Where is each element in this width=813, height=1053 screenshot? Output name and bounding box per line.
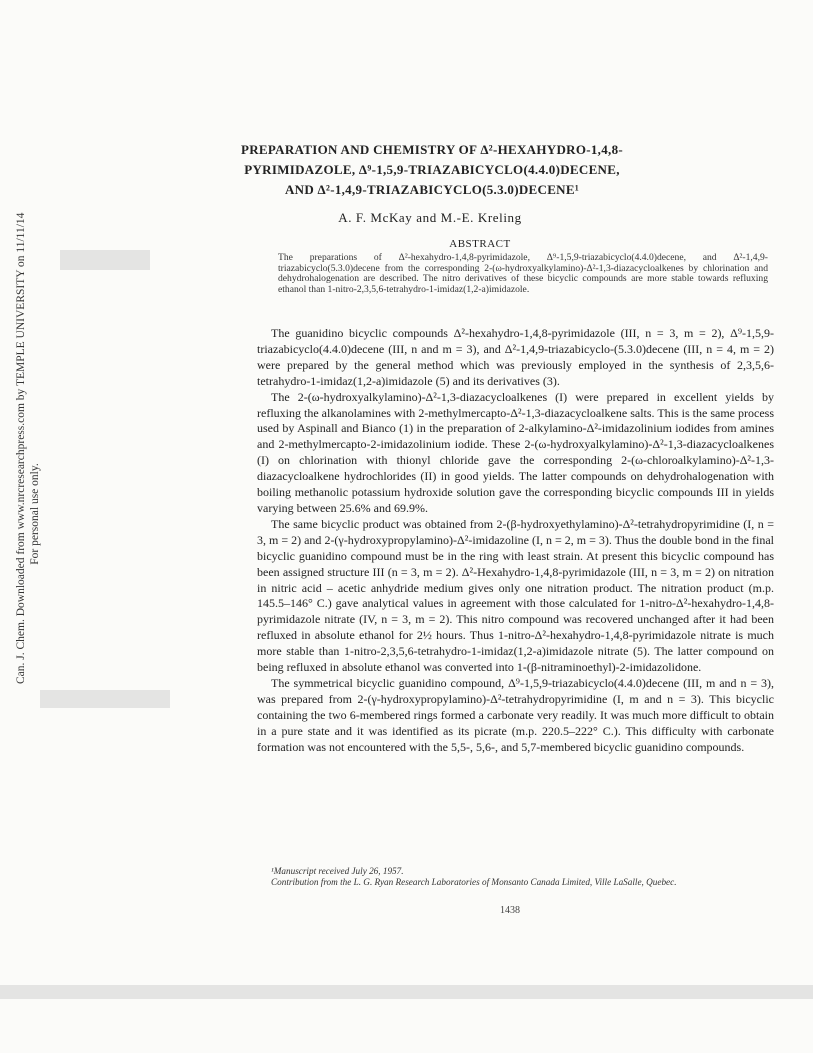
footnote-contribution: Contribution from the L. G. Ryan Research Laboratories of Monsanto Canada Limited, Ville LaSalle, Quebec. bbox=[271, 877, 677, 887]
download-stamp-line1: Can. J. Chem. Downloaded from www.nrcresearchpress.com by TEMPLE UNIVERSITY on 11/11/14 bbox=[15, 212, 27, 684]
footnote-received: ¹Manuscript received July 26, 1957. bbox=[271, 866, 404, 876]
scan-noise bbox=[0, 985, 813, 999]
scan-noise bbox=[40, 690, 170, 708]
download-stamp-line2: For personal use only. bbox=[29, 463, 41, 565]
authors: A. F. McKay and M.-E. Kreling bbox=[338, 210, 522, 225]
abstract-heading: ABSTRACT bbox=[449, 238, 511, 250]
download-stamp bbox=[14, 212, 42, 684]
title-line1: PREPARATION AND CHEMISTRY OF Δ²-HEXAHYDRO-1,4,8- bbox=[240, 142, 624, 157]
body-paragraph-2: The 2-(ω-hydroxyalkylamino)-Δ²-1,3-diazacycloalkenes (I) were prepared in excellent yields by refluxing the alkanolamines with 2-methylmercapto-Δ²-1,3-diazacycloalkene salts. This is the same process used by Aspinall and Bianco (1) in the preparation of 2-alkylamino-Δ²-imidazolinium iodides from amines and 2-methylmercapto-2-imidazolinium iodide. These 2-(ω-hydroxyalkylamino)-Δ²-1,3-diazacycloalkenes (I) on chlorination with thionyl chloride gave the corresponding 2-(ω-chloroalkylamino)-Δ²-1,3-diazacycloalkene hydrochlorides (II) in good yields. The latter compounds on dehydrohalogenation with boiling methanolic potassium hydroxide solution gave the corresponding bicyclic compounds III in yields varying between 25.6% and 69.9%. bbox=[257, 389, 774, 515]
abstract-text: The preparations of Δ²-hexahydro-1,4,8-pyrimidazole, Δ⁹-1,5,9-triazabicyclo(4.4.0)decene, and Δ²-1,4,9-triazabicyclo(5.3.0)decene from the corresponding 2-(ω-hydroxyalkylamino)-Δ²-1,3-diazacycloalkenes by chlorination and dehydrohalogenation are described. The nitro derivatives of these bicyclic compounds are more stable towards refluxing ethanol than 1-nitro-2,3,5,6-tetrahydro-1-imidaz(1,2-a)imidazole. bbox=[278, 252, 768, 295]
page-number: 1438 bbox=[500, 905, 520, 916]
article-body bbox=[257, 326, 774, 755]
title-line2: PYRIMIDAZOLE, Δ⁹-1,5,9-TRIAZABICYCLO(4.4.0)DECENE, bbox=[244, 162, 620, 177]
scan-noise bbox=[60, 250, 150, 270]
title-line3: AND Δ²-1,4,9-TRIAZABICYCLO(5.3.0)DECENE¹ bbox=[284, 182, 580, 197]
body-paragraph-3: The same bicyclic product was obtained from 2-(β-hydroxyethylamino)-Δ²-tetrahydropyrimidine (I, n = 3, m = 2) and 2-(γ-hydroxypropylamino)-Δ²-imidazoline (I, n = 2, m = 3). Thus the double bond in the final bicyclic guanidino compound must be in the ring with least strain. At present this bicyclic compound has been assigned structure III (n = 3, m = 2). Δ²-Hexahydro-1,4,8-pyrimidazole (III, n = 3, m = 2) on nitration in nitric acid – acetic anhydride medium gives only one nitration product. The nitration product (m.p. 145.5–146° C.) gave analytical values in agreement with those calculated for 1-nitro-Δ²-hexahydro-1,4,8-pyrimidazole nitrate (IV, n = 3, m = 2). This nitro compound was recovered unchanged after it had been refluxed in absolute ethanol for 2½ hours. Thus 1-nitro-Δ²-hexahydro-1,4,8-pyrimidazole nitrate is much more stable than 1-nitro-2,3,5,6-tetrahydro-1-imidaz(1,2-a)imidazole nitrate (5). The latter compound on being refluxed in absolute ethanol was converted into 1-(β-nitraminoethyl)-2-imidazolidone. bbox=[257, 516, 774, 675]
body-paragraph-4: The symmetrical bicyclic guanidino compound, Δ⁹-1,5,9-triazabicyclo(4.4.0)decene (III, m and n = 3), was prepared from 2-(γ-hydroxypropylamino)-Δ²-tetrahydropyrimidine (I, m and n = 3). This bicyclic containing the two 6-membered rings formed a carbonate very readily. It was much more difficult to obtain in a pure state and it was identified as its picrate (m.p. 220.5–222° C.). This difficulty with carbonate formation was not encountered with the 5,5-, 5,6-, and 5,7-membered bicyclic guanidino compounds. bbox=[257, 675, 774, 754]
body-paragraph-1: The guanidino bicyclic compounds Δ²-hexahydro-1,4,8-pyrimidazole (III, n = 3, m = 2), Δ⁹-1,5,9-triazabicyclo(4.4.0)decene (III, n and m = 3), and Δ²-1,4,9-triazabicyclo-(5.3.0)decene (III, n = 4, m = 2) were prepared by the general method which was previously employed in the synthesis of 2,3,5,6-tetrahydro-1-imidaz(1,2-a)imidazole (5) and its derivatives (3). bbox=[257, 326, 774, 388]
article-title bbox=[232, 140, 632, 200]
footnotes bbox=[257, 866, 774, 888]
